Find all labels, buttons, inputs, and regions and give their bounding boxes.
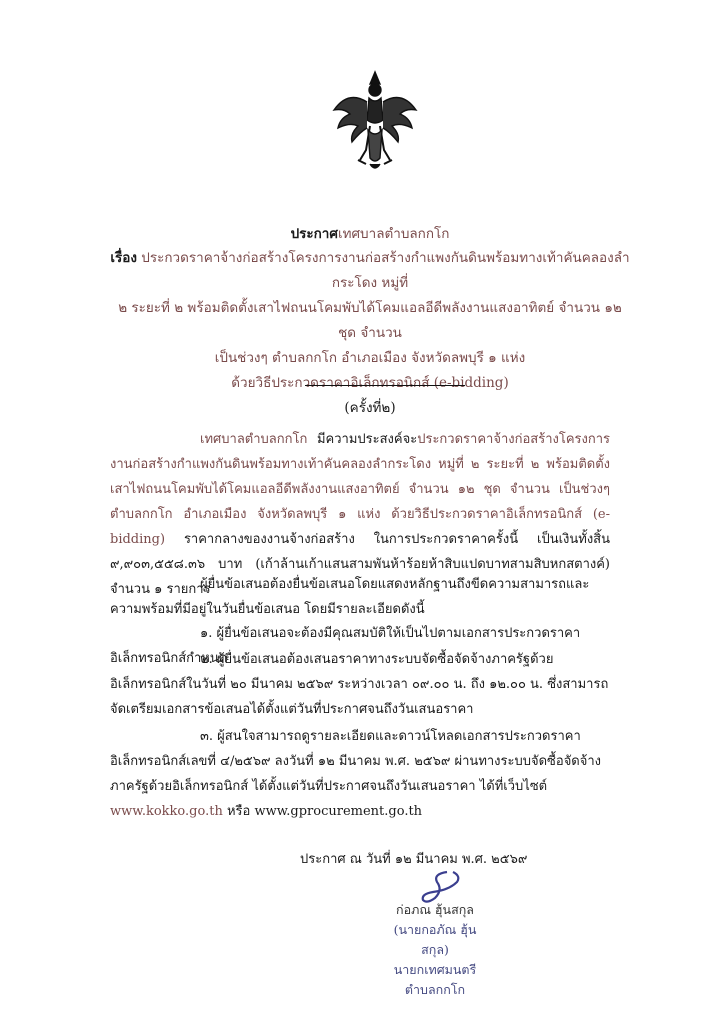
signer-name-print: ก่อภณ ฮุ้นสกุล [396,902,474,917]
intro-price: ราคากลางของงานจ้างก่อสร้าง ในการประกวดราคาครั้งนี้ เป็นเงินทั้งสิ้น ๙,๙๐๓,๕๕๘.๓๖ บาท (เก้าล้านเก้าแสนสามพันห้าร้อยห้าสิบแปดบาทสามสิบหกสตางค์) จำนวน ๑ รายการ [110,532,610,597]
item3-text: ๓. ผู้สนใจสามารถดูรายละเอียดและดาวน์โหลดเอกสารประกวดราคาอิเล็กทรอนิกส์เลขที่ ๔/๒๕๖๙ ลงวันที่ ๑๒ มีนาคม พ.ศ. ๒๕๖๙ ผ่านทางระบบจัดซื้อจัดจ้างภาครัฐด้วยอิเล็กทรอนิกส์ ได้ตั้งแต่วันที่ประกาศจนถึงวันเสนอราคา ได้ที่เว็บไซต์ [110,729,602,794]
list-item-3 [110,724,615,824]
website-link-kokko[interactable]: www.kokko.go.th [110,804,223,819]
item3-or: หรือ [222,804,255,819]
intro-org: เทศบาลตำบลกกโก [200,432,308,447]
list-item-1: ๑. ผู้ยื่นข้อเสนอจะต้องมีคุณสมบัติให้เป็นไปตามเอกสารประกวดราคาอิเล็กทรอนิกส์กำหนด [110,626,581,666]
subject-label: เรื่อง [110,250,137,266]
website-link-gprocurement[interactable]: www.gprocurement.go.th [254,804,423,819]
signer-name: (นายกอภัณ ฮุ้นสกุล) [393,922,477,957]
divider [305,385,465,386]
signer-block [380,900,490,1000]
paragraph-requirements: ผู้ยื่นข้อเสนอต้องยื่นข้อเสนอโดยแสดงหลักฐานถึงขีดความสามารถและความพร้อมที่มีอยู่ในวันยื่นข้อเสนอ โดยมีรายละเอียดดังนี้ [110,577,590,617]
subject-block [110,246,630,421]
signer-title: นายกเทศมนตรีตำบลกกโก [393,962,477,997]
subject-line-3: เป็นช่วงๆ ตำบลกกโก อำเภอเมือง จังหวัดลพบุรี ๑ แห่ง [214,350,526,366]
subject-line-1: ประกวดราคาจ้างก่อสร้างโครงการงานก่อสร้างกำแพงกันดินพร้อมทางเท้าคันคลองลำกระโดง หมู่ที่ [141,250,630,291]
subject-line-2: ๒ ระยะที่ ๒ พร้อมติดตั้งเสาไฟถนนโคมพับได้โคมแอลอีดีพลังงานแสงอาทิตย์ จำนวน ๑๒ ชุด จำนวน [118,300,622,341]
announce-org: เทศบาลตำบลกกโก [337,226,450,242]
garuda-emblem-icon [330,68,420,173]
list-item-2: ๒. ผู้ยื่นข้อเสนอต้องเสนอราคาทางระบบจัดซื้อจัดจ้างภาครัฐด้วยอิเล็กทรอนิกส์ในวันที่ ๒๐ มีนาคม ๒๕๖๙ ระหว่างเวลา ๐๙.๐๐ น. ถึง ๑๒.๐๐ น. ซึ่งสามารถจัดเตรียมเอกสารข้อเสนอได้ตั้งแต่วันที่ประกาศจนถึงวันเสนอราคา [110,652,609,717]
intro-project: ประกวดราคาจ้างก่อสร้างโครงการงานก่อสร้างกำแพงกันดินพร้อมทางเท้าคันคลองลำกระโดง หมู่ที่ ๒ ระยะที่ ๒ พร้อมติดตั้งเสาไฟถนนโคมพับได้โคมแอลอีดีพลังงานแสงอาทิตย์ จำนวน ๑๒ ชุด จำนวน เป็นช่วงๆ ตำบลกกโก อำเภอเมือง จังหวัดลพบุรี ๑ แห่ง ด้วยวิธีประกวดราคาอิเล็กทรอนิกส์ (e-bidding) [110,432,610,547]
subject-line-4: ด้วยวิธีประกวดราคาอิเล็กทรอนิกส์ (e-bidding) [231,375,509,391]
round-label: (ครั้งที่๒) [344,400,396,416]
announce-label: ประกาศ [290,226,338,242]
announcement-title [110,222,630,244]
intro-a: มีความประสงค์จะ [307,432,418,447]
announcement-date: ประกาศ ณ วันที่ ๑๒ มีนาคม พ.ศ. ๒๕๖๙ [300,852,528,867]
